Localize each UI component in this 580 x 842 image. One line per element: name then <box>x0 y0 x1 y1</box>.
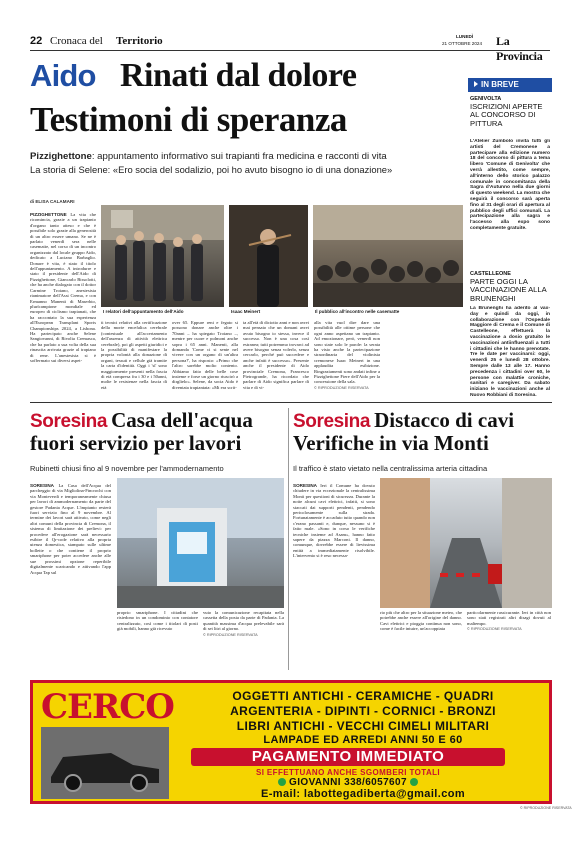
right-col-3: particolarmente rassicurante. Ieri in città non sono stati registrati altri disagi dovuti al maltempo. © RIPRODUZIONE RISERVATA <box>467 610 551 632</box>
left-col-2: proprio smartphone. I cittadini che risiedono in un condominio con contatore centralizzato, così come i titolari di posti già mobili, hanno già ricevuto <box>117 610 198 632</box>
right-title-line2: Verifiche in via Monti <box>293 431 489 455</box>
main-col-5: alla vita vuol dire dare una possibilità alle ottime persone che ogni anno aspettano un trapianto. Ad emozionare, però, venerdì non sono state solo le parole: la serata ha visto anche la partecipazione straordinaria del violinista cremonese Isaac Meinert in una applaudita esibizione. Ringraziamenti sono andati infine a Pizzighettone Fiere dell'Aido per la concessione della sala. © RIPRODUZIONE RISERVATA <box>314 320 380 390</box>
brief1-place: GENIVOLTA <box>470 96 502 102</box>
ad-cerco: CERCO <box>41 687 174 727</box>
whatsapp-icon <box>278 778 286 786</box>
photo-speakers-shapes <box>101 205 224 307</box>
photo-street-shapes <box>380 478 552 608</box>
main-rights: © RIPRODUZIONE RISERVATA <box>314 385 369 390</box>
main-headline <box>30 58 470 98</box>
caption-audience: Il pubblico all'incontro nelle casematte <box>315 309 400 314</box>
main-subtitle-1 <box>30 151 470 162</box>
caption-violinist: Isaac Meinert <box>231 309 261 314</box>
section-prefix: Cronaca del <box>50 35 103 47</box>
right-subtitle: Il traffico è stato vietato nella centralissima arteria cittadina <box>293 464 488 473</box>
photo-street <box>380 478 552 608</box>
left-title-line1: Casa dell'acqua <box>111 408 253 432</box>
right-rights: © RIPRODUZIONE RISERVATA <box>467 627 522 632</box>
ad-rights: © RIPRODUZIONE RISERVATA <box>520 806 572 810</box>
left-subtitle: Rubinetti chiusi fino al 9 novembre per l'ammodernamento <box>30 464 224 473</box>
ad-line-1: OGGETTI ANTICHI - CERAMICHE - QUADRI <box>232 689 494 703</box>
left-rights: © RIPRODUZIONE RISERVATA <box>203 632 258 637</box>
photo-water-house <box>117 478 284 608</box>
ad-phone: GIOVANNI 338/6057607 <box>183 777 513 788</box>
section-name: Territorio <box>116 35 163 47</box>
left-kicker: Soresina <box>30 411 108 432</box>
caption-speakers: I relatori dell'appuntamento dell'Aido <box>103 309 184 314</box>
main-subtitle-2: La storia di Selene: «Ero socia del sodalizio, poi ho avuto bisogno io di una donazione» <box>30 164 393 175</box>
photo-audience-shapes <box>313 205 463 307</box>
main-title-line2: Testimoni di speranza <box>30 100 347 139</box>
photo-water-house-shapes <box>117 478 284 608</box>
brief1-body: L'Atelier Zumbolo invita tutti gli artisti del Cremonese a partecipare alla edizione numero 18 del concorso di pittura a tema libero 'Comune di Genivolta' che verrà allestito, come sempre, all'interno dello storico palazzo comunale in concomitanza della Sagra d'Autunno nella due giorni di questo weekend. La mostra che seguirà il concorso sarà aperta fino al 31 degli orari di apertura al pubblico degli uffici comunali. La partecipazione alla sagra e l'accesso alla expo sono completamente gratuite. <box>470 139 550 231</box>
brief2-place: CASTELLEONE <box>470 271 511 277</box>
left-headline-1 <box>30 408 253 433</box>
ad-email: E-mail: labottegadiberta@gmail.com <box>260 788 466 800</box>
main-title-line1: Rinati dal dolore <box>120 57 357 94</box>
left-col-3: vuto la comunicazione recapitata nella cassetta della posta da parte di Padania. La quantità massima d'acqua prelevabile sarà di sei litri al giorno. © RIPRODUZIONE RISERVATA <box>203 610 284 637</box>
briefs-sidebar <box>468 78 552 400</box>
main-byline: di ELISA CALAMARI <box>30 199 75 204</box>
page-header <box>30 32 550 63</box>
right-col-2: rio più che altro per la situazione meteo, che potrebbe anche essere all'origine del danno. Cavi elettrici e pioggia continua non sono, come è facile intuire, un'accoppiata <box>380 610 462 632</box>
masthead-logo: La Provincia <box>496 34 543 63</box>
main-lead-place: PIZZIGHETTONE <box>30 212 67 217</box>
main-subtitle-text: : appuntamento informativo sui trapianti fra medicina e racconti di vita <box>91 151 387 162</box>
ad-sgomberi: SI EFFETTUANO ANCHE SGOMBERI TOTALI <box>255 768 441 777</box>
page-number: 22 <box>30 35 43 47</box>
ad-pay-band: PAGAMENTO IMMEDIATO <box>191 748 505 766</box>
left-col-1: SORESINA La Casa dell'Acqua del parcheggio di via Migliolina-Fincrochi con via Monteverdi e temporaneamente chiusa per lavori di ammodernamento da parte del gestore Padania Acque. L'impianto resterà fuori servizio fino al 9 novembre. Al termine dei lavori sarà attivato, come negli altri comuni della provincia di Cremona, il sistema di limitazione dei prelievi: per procedere all'erogazione sarà necessario esibire il Qr-code relativo alla propria utenza domestica, stampato sulle ultime bollette o che contiene il proprio smartphone per poter accedere anche alle sue prossimi opzione reperibile digitalmente scaricando e attivando l'app Acqua Tap sul <box>30 483 111 575</box>
brief2-body: La Brunenghi ha aderito al vax-day e quindi da oggi, in collaborazione con l'Ospedale Maggiore di Crema e il Comune di Castelleone, effettuerà la vaccinazione a dosio gratuito le vaccinazioni antiinfluenzali a tutti i cittadini che le hanno prenotate. Tre le date per vaccinarsi: oggi, venerdì 25 e lunedì 28 ottobre. Sempre dalle 13 alle 17. Hanno precedenza i cittadini over 60, le persone con malattie croniche, sanitari e caregiver. Da sabato iniziano le vaccinazioni anche al Nuovo Robbiani di Soresina. <box>470 306 550 398</box>
main-subtitle-place: Pizzighettone <box>30 151 92 162</box>
brief2-title: PARTE OGGI LA VACCINAZIONE ALLA BRUNENGHI <box>470 277 547 303</box>
right-kicker: Soresina <box>293 411 371 432</box>
briefs-band: IN BREVE <box>468 78 552 92</box>
main-col-1: PIZZIGHETTONE La vita che ricomincia, grazie a un trapianto d'organo tanto atteso e che è possibile solo grazie alla generosità di un altro essere umano. Se ne è parlato venerdì sera nelle casematte, nel corso di un incontro organizzato dal locale gruppo Aido, dedicato a Luciano Barbaglio. Donare è vita, è stato il titolo dell'appuntamento. A introdurre e stato il presidente dell'Aido di Pizzighettone, Giancarlo Bissolotti, che ha anche dialogato con il dottor Carmine Troiano, anestesista rianimatore dell'Asst Crema, e con Ermanno Manenti di Maserbio, plurícampione mondiale ed europeo di ciclismo trapianati, che ha raccontato la sua esperienza all'European Transplant Sports Championships 2024, a Lisbona. Ha partecipato anche Selene Sangiovanni, di Rivolta Cremasca, che ha parlato a sua volta della sua rinascita arrivata grazie al trapiano di rene. L'anestesista si è soffermato sui diversi aspet- <box>30 212 96 363</box>
right-lead-place: SORESINA <box>293 483 317 488</box>
photo-speakers <box>101 205 224 307</box>
advertisement <box>30 680 552 804</box>
section-divider <box>30 402 552 403</box>
main-kicker: Aido <box>30 58 96 93</box>
brief1-title: ISCRIZIONI APERTE AL CONCORSO DI PITTURA <box>470 102 543 128</box>
photo-audience <box>313 205 463 307</box>
header-date: 21 OTTOBRE 2024 <box>442 41 483 46</box>
photo-violinist <box>229 205 308 307</box>
whatsapp-icon-right <box>410 778 418 786</box>
left-lead-place: SORESINA <box>30 483 54 488</box>
article-divider <box>288 408 289 670</box>
briefs-band-icon <box>474 81 478 87</box>
ad-inner <box>33 683 549 801</box>
photo-violinist-shapes <box>229 205 308 307</box>
main-col-4: ta all'età di diciotto anni e non avrei mai pensato che un domani avrei avuto bisogno io stessa, invece il successo. Non è una cosa così estranea; tutti potremmo trovarci ad avere bisogno senza volerlo, senza cercarlo, perché può succedere e anche infatti è successo». Presente anche il presidente di Aido provinciale Cremona, Francesco Pietrogrande, ha ricordato che parlare di Aido significa parlare di vita e di vi- <box>243 320 309 390</box>
right-headline-1 <box>293 408 514 433</box>
ad-line-4: LAMPADE ED ARREDI ANNI 50 E 60 <box>263 734 463 746</box>
left-title-line2: fuori servizio per lavori <box>30 431 242 455</box>
ad-line-2: ARGENTERIA - DIPINTI - CORNICI - BRONZI <box>230 704 496 718</box>
main-col-2: ti tecnici relativi alla certificazione della morte encefalica cerebrale (contestuale all'accertamento dell'assenza di attività elettrica cerebrale), poi gli aspetti giuridici e la possibilità di manifestare la propria volontà alla donazione di organi, tessuti e cellule già tramite la carta d'identità. Oggi i 'sì' sono maggiormente presenti nella fascia di età compresa fra i 30 e i 50anni, molte le resistenze nella fascia di età <box>101 320 167 390</box>
ad-line-3: LIBRI ANTICHI - VECCHI CIMELI MILITARI <box>236 719 490 733</box>
ad-car-shapes <box>41 727 169 799</box>
header-day: LUNEDÌ <box>456 34 474 39</box>
main-col-3: over 65. Eppure reni e fegato si possono donare anche oltre i 70anni – ha spiegato Troiano –, mentre per cuore e polmoni anche sopra i 65 anni. Manenti, alla domanda 'Come ci si sente nel vivere con un organo di un'altra persona?', ha risposto: «Primo che l'altro sarebbe molto contento. Abbiamo fatto delle belle cose insieme e forse un giorno riuscirò a dirglielo». Selene, da socia Aido è diventata trapiantata: «Mi era scrit- <box>172 320 238 390</box>
right-title-line1: Distacco di cavi <box>374 408 515 432</box>
ad-car-image <box>41 727 169 799</box>
right-col-1: SORESINA Ieri il Comune ha dovuto chiudere in via eccezionale la centralissima Monti per questioni di sicurezza. Durante la notte alcuni cavi elettrici, infatti, si sono staccati dai supporti pendenti, pendendo pericolosamente sulla strada. Fortunatamente è accaduto tutto quando non c'erano passanti e, dunque, nessuno si è fatto male. «Sono in corso le verifiche tecniche insieme ad Asam», hanno fatto sapere da piazza Marconi. Il danno, comunque, dovrebbe essere di lievissima entità a immediatamente risolvibile. L'intervento si è reso necessa- <box>293 483 375 559</box>
